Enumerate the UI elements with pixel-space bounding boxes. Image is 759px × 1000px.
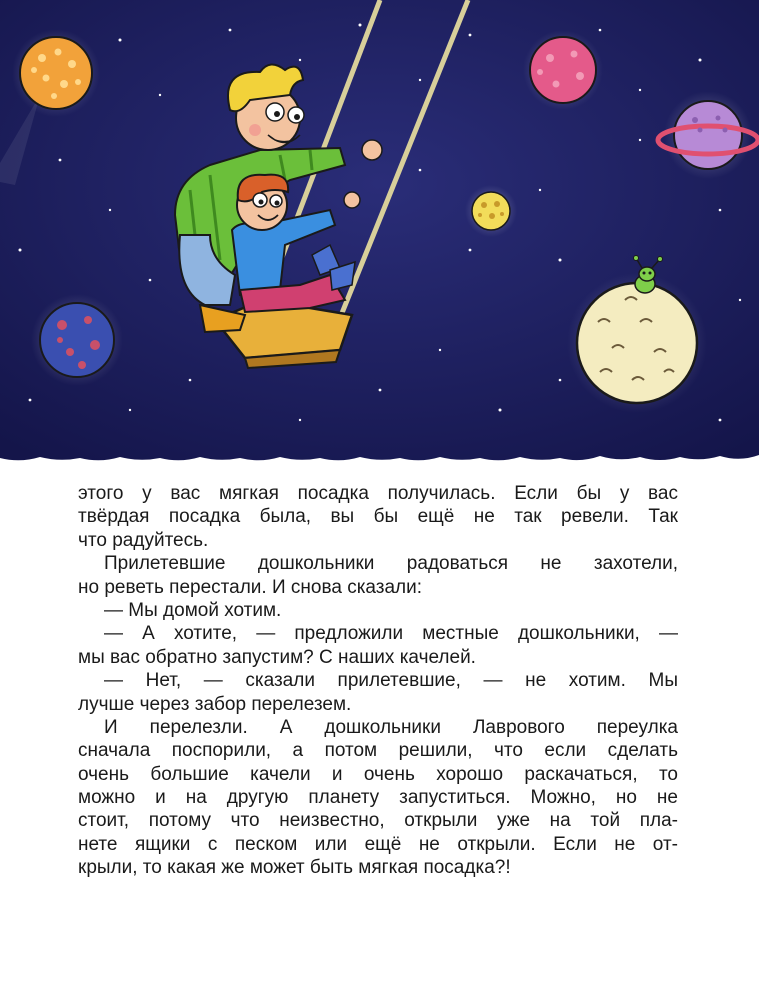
planet-icon xyxy=(31,294,123,386)
text-line: крыли, то какая же может быть мягкая посадка?! xyxy=(78,857,511,879)
text-line: сначала поспорили, а потом решили, что если сделать xyxy=(78,740,678,762)
text-line: — Нет, — сказали прилетевшие, — не хотим. Мы xyxy=(104,670,678,692)
text-line: можно и на другую планету запуститься. Можно, но не xyxy=(78,787,678,809)
text-line: — Мы домой хотим. xyxy=(104,599,282,621)
text-line: этого у вас мягкая посадка получилась. Если бы у вас xyxy=(78,483,678,504)
story-text xyxy=(78,482,678,880)
text-line: но реветь перестали. И снова сказали: xyxy=(78,576,423,598)
text-line: лучше через забор перелезем. xyxy=(78,693,352,715)
text-line: Прилетевшие дошкольники радоваться не захотели, xyxy=(104,553,678,575)
text-line: стоит, потому что неизвестно, открыли уже на той пла- xyxy=(78,810,678,832)
text-line: — А хотите, — предложили местные дошкольники, — xyxy=(104,623,678,645)
text-line: нете ящики с песком или ещё не открыли. Если не от- xyxy=(78,833,678,855)
space-swing-illustration xyxy=(0,0,759,470)
planet-icon xyxy=(465,185,517,237)
text-line: очень большие качели и очень хорошо раскачаться, то xyxy=(78,763,678,785)
text-line: мы вас обратно запустим? С наших качелей. xyxy=(78,646,476,668)
text-line: твёрдая посадка была, вы бы ещё не так ревели. Так xyxy=(78,506,678,528)
text-line: что радуйтесь. xyxy=(78,529,209,551)
planet-icon xyxy=(523,30,603,110)
planet-icon xyxy=(567,273,707,413)
text-line: И перелезли. А дошкольники Лаврового переулка xyxy=(104,716,678,738)
